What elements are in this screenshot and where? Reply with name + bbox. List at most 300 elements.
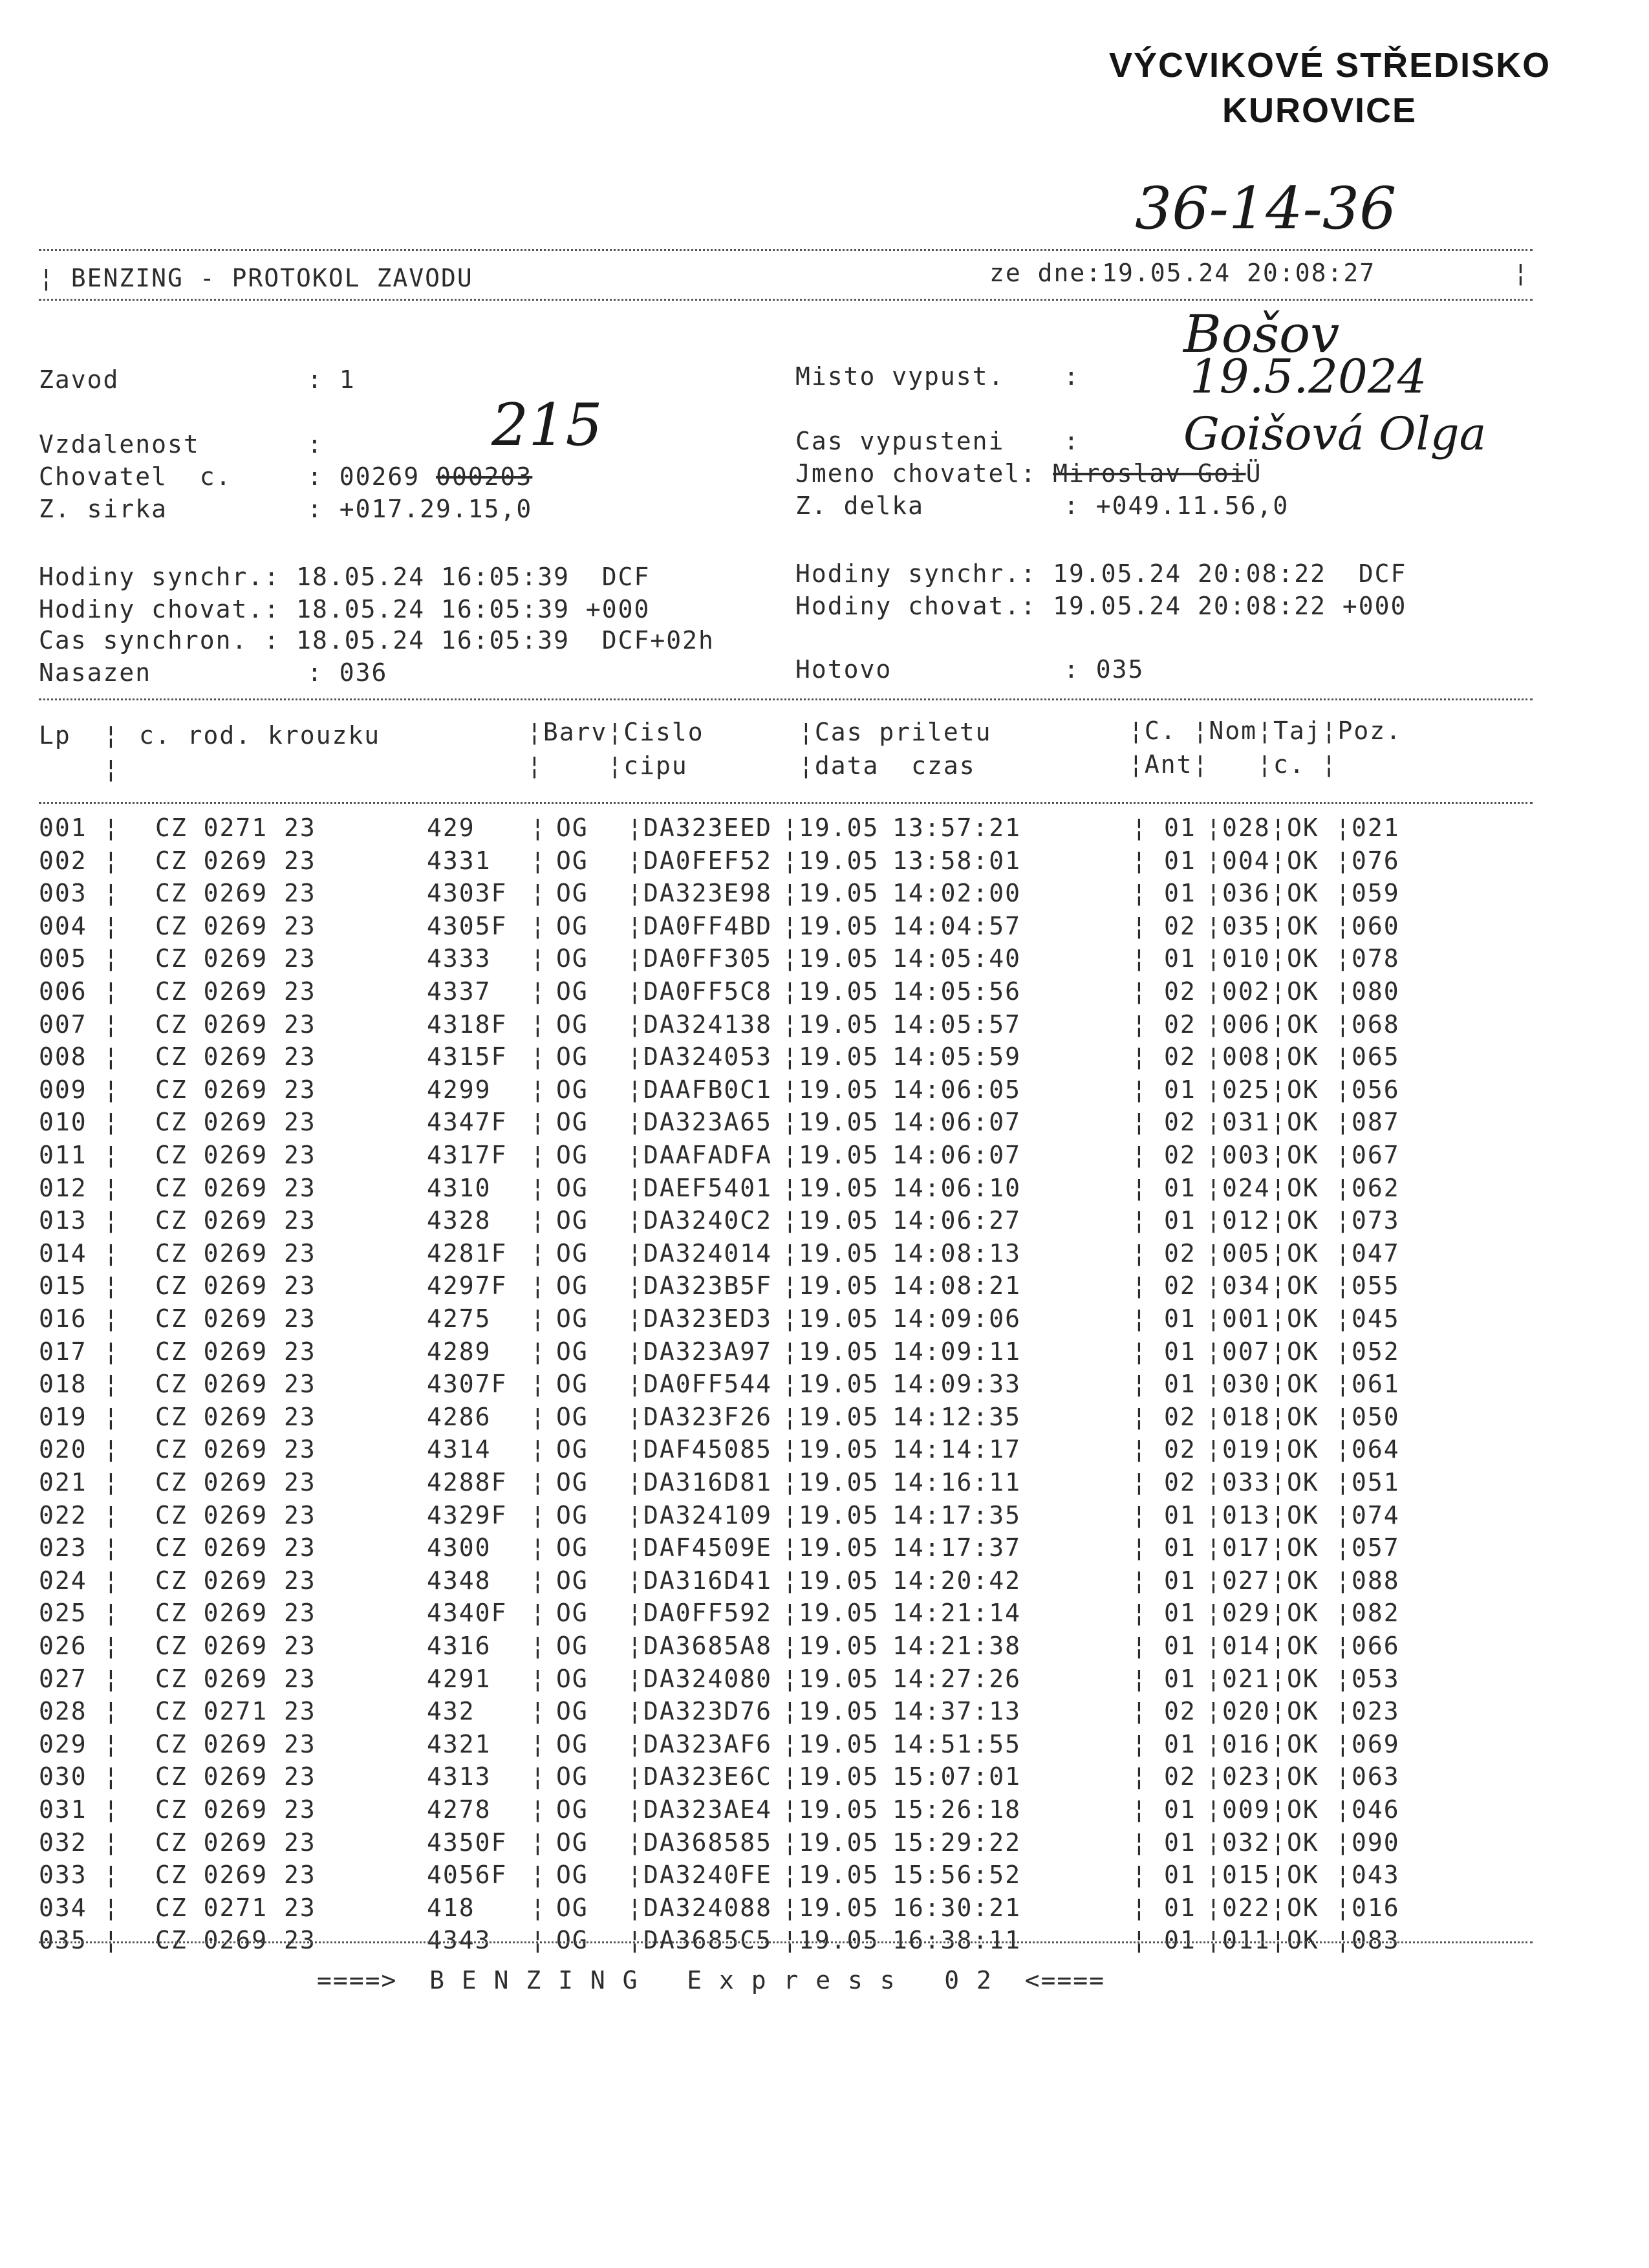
- cell-nom: 012: [1222, 1206, 1271, 1235]
- cell-time: 14:04:57: [892, 911, 1022, 940]
- cell-sep: ¦: [627, 814, 643, 842]
- cell-chip: DAAFB0C1: [643, 1075, 773, 1104]
- cell-sep: ¦: [782, 1206, 799, 1235]
- cell-sep: ¦: [627, 1533, 643, 1562]
- cell-ant: 01: [1164, 1370, 1196, 1399]
- cell-nom: 006: [1222, 1010, 1271, 1039]
- cell-sep: ¦: [782, 1337, 799, 1366]
- cell-sep: ¦: [1271, 1271, 1287, 1301]
- cell-ring-number: 4056F: [427, 1861, 508, 1890]
- cell-time: 14:05:59: [892, 1042, 1022, 1072]
- cell-sep: ¦: [782, 1468, 799, 1496]
- cell-sep: ¦: [530, 1566, 546, 1595]
- cell-color: OG: [556, 1402, 588, 1431]
- cell-ok: OK: [1287, 1141, 1319, 1169]
- cell-ant: 01: [1164, 846, 1196, 875]
- cell-nom: 036: [1222, 879, 1271, 908]
- cell-sep: ¦: [1335, 1599, 1352, 1628]
- cell-lp: 033: [39, 1861, 87, 1890]
- cell-sep: ¦: [1335, 1468, 1352, 1496]
- cell-ring: CZ 0269 23: [155, 1795, 316, 1824]
- cell-date: 19.05: [799, 1075, 879, 1104]
- col-time-2: data czas: [814, 751, 976, 780]
- cell-sep: ¦: [782, 1729, 799, 1758]
- cell-sep: ¦: [1335, 1893, 1352, 1922]
- cell-lp: 034: [39, 1893, 87, 1922]
- cell-color: OG: [556, 1337, 588, 1366]
- hodiny-synchr-right: Hodiny synchr.: 19.05.24 20:08:22 DCF: [795, 559, 1407, 588]
- cell-sep: ¦: [1132, 1402, 1148, 1431]
- cell-sep: ¦: [1206, 1762, 1222, 1791]
- cell-sep: ¦: [1271, 1435, 1287, 1464]
- cell-sep: ¦: [1271, 1500, 1287, 1529]
- cell-ant: 01: [1164, 1566, 1196, 1595]
- cell-sep: ¦: [1271, 814, 1287, 842]
- cell-sep: ¦: [627, 1500, 643, 1529]
- cell-nom: 010: [1222, 944, 1271, 973]
- cell-sep: ¦: [103, 1108, 120, 1137]
- cell-sep: ¦: [1132, 1173, 1148, 1202]
- jmeno-suffix: Ü: [1245, 459, 1262, 488]
- cell-time: 14:09:06: [892, 1304, 1022, 1333]
- cell-chip: DA0FEF52: [643, 846, 773, 875]
- cell-chip: DA0FF592: [643, 1599, 773, 1628]
- cell-color: OG: [556, 911, 588, 940]
- cell-sep: ¦: [627, 1926, 643, 1955]
- cell-sep: ¦: [1271, 846, 1287, 875]
- cell-sep: ¦: [1271, 1566, 1287, 1595]
- cell-sep: ¦: [782, 1926, 799, 1955]
- cell-sep: ¦: [1132, 1108, 1148, 1137]
- cell-date: 19.05: [799, 1042, 879, 1072]
- cell-sep: ¦: [1132, 1304, 1148, 1333]
- cell-color: OG: [556, 1828, 588, 1857]
- cell-sep: ¦: [1132, 1435, 1148, 1464]
- handwritten-distance: 215: [491, 391, 603, 459]
- cell-chip: DAEF5401: [643, 1173, 773, 1202]
- cell-lp: 009: [39, 1075, 87, 1104]
- cell-color: OG: [556, 1108, 588, 1137]
- cell-sep: ¦: [103, 879, 120, 908]
- cell-time: 14:14:17: [892, 1435, 1022, 1464]
- hotovo-value: : 035: [1064, 655, 1145, 684]
- col-chip-1: Cislo: [623, 718, 704, 746]
- cell-chip: DA316D41: [643, 1566, 773, 1595]
- hodiny-synchr-left: Hodiny synchr.: 18.05.24 16:05:39 DCF: [39, 563, 651, 591]
- cell-sep: ¦: [627, 1075, 643, 1104]
- cell-nom: 008: [1222, 1042, 1271, 1072]
- cell-sep: ¦: [103, 1238, 120, 1268]
- cell-nom: 013: [1222, 1500, 1271, 1529]
- cell-poz: 062: [1352, 1173, 1400, 1202]
- cell-poz: 050: [1352, 1402, 1400, 1431]
- cell-poz: 073: [1352, 1206, 1400, 1235]
- cell-ant: 01: [1164, 1500, 1196, 1529]
- cell-sep: ¦: [1206, 1370, 1222, 1399]
- sirka-number: +017.29.15,0: [339, 495, 533, 523]
- cell-time: 14:09:11: [892, 1337, 1022, 1366]
- cell-sep: ¦: [782, 1141, 799, 1169]
- cell-poz: 046: [1352, 1795, 1400, 1824]
- hc-value-right: 19.05.24 20:08:22 +000: [1053, 592, 1407, 620]
- cell-lp: 028: [39, 1697, 87, 1726]
- cell-time: 14:16:11: [892, 1468, 1022, 1496]
- cell-sep: ¦: [1335, 1337, 1352, 1366]
- cell-date: 19.05: [799, 1533, 879, 1562]
- cell-ant: 02: [1164, 1697, 1196, 1726]
- cell-ok: OK: [1287, 846, 1319, 875]
- cell-ring: CZ 0269 23: [155, 1402, 316, 1431]
- cell-sep: ¦: [1206, 1599, 1222, 1628]
- col-time: ¦Cas priletu: [799, 718, 992, 746]
- cas-vypusteni-label: Cas vypusteni: [795, 427, 1005, 455]
- cell-ring-number: 4348: [427, 1566, 491, 1595]
- cell-chip: DAF4509E: [643, 1533, 773, 1562]
- cell-sep: ¦: [530, 1206, 546, 1235]
- cell-lp: 014: [39, 1238, 87, 1268]
- cell-sep: ¦: [1132, 1206, 1148, 1235]
- cell-ant: 02: [1164, 1402, 1196, 1431]
- cell-color: OG: [556, 1566, 588, 1595]
- cell-ant: 02: [1164, 1042, 1196, 1072]
- col-ring: c. rod. krouzku: [139, 721, 381, 750]
- cell-date: 19.05: [799, 1500, 879, 1529]
- col-nom: Nom: [1209, 717, 1258, 745]
- cell-ring-number: 4347F: [427, 1108, 508, 1137]
- cell-sep: ¦: [1335, 1664, 1352, 1693]
- cell-chip: DA323AE4: [643, 1795, 773, 1824]
- cell-ok: OK: [1287, 1304, 1319, 1333]
- cell-ring: CZ 0271 23: [155, 1893, 316, 1922]
- cell-sep: ¦: [782, 1402, 799, 1431]
- cell-ok: OK: [1287, 1566, 1319, 1595]
- cell-sep: ¦: [1335, 911, 1352, 940]
- cell-ring: CZ 0269 23: [155, 1664, 316, 1693]
- cell-ring-number: 4307F: [427, 1370, 508, 1399]
- stamp-subtitle: KUROVICE: [1222, 91, 1417, 130]
- cell-chip: DA324138: [643, 1010, 773, 1039]
- cell-sep: ¦: [1206, 1173, 1222, 1202]
- cell-sep: ¦: [782, 1893, 799, 1922]
- cell-nom: 018: [1222, 1402, 1271, 1431]
- cell-lp: 007: [39, 1010, 87, 1039]
- cell-lp: 006: [39, 977, 87, 1006]
- cell-ok: OK: [1287, 1402, 1319, 1431]
- cell-lp: 020: [39, 1435, 87, 1464]
- col-time-row2: ¦data czas: [799, 751, 976, 780]
- cell-nom: 009: [1222, 1795, 1271, 1824]
- cell-ant: 02: [1164, 911, 1196, 940]
- cell-date: 19.05: [799, 814, 879, 842]
- cell-ring-number: 4314: [427, 1435, 491, 1464]
- cell-color: OG: [556, 1533, 588, 1562]
- hodiny-chovat-left: Hodiny chovat.: 18.05.24 16:05:39 +000: [39, 595, 651, 623]
- col-color-text: Barv: [543, 718, 608, 746]
- cell-ring-number: 418: [427, 1893, 475, 1922]
- cell-date: 19.05: [799, 1861, 879, 1890]
- sirka-label: Z. sirka: [39, 495, 168, 523]
- cell-sep: ¦: [782, 1173, 799, 1202]
- cell-color: OG: [556, 846, 588, 875]
- cell-sep: ¦: [1206, 1141, 1222, 1169]
- cell-ring: CZ 0269 23: [155, 1010, 316, 1039]
- cell-sep: ¦: [530, 1861, 546, 1890]
- sirka-value: : +017.29.15,0: [307, 495, 533, 523]
- cell-chip: DA323D76: [643, 1697, 773, 1726]
- cell-sep: ¦: [530, 1893, 546, 1922]
- cell-lp: 013: [39, 1206, 87, 1235]
- cell-chip: DA324088: [643, 1893, 773, 1922]
- cell-ring: CZ 0269 23: [155, 1566, 316, 1595]
- cell-date: 19.05: [799, 1926, 879, 1955]
- handwritten-name: Goišová Olga: [1183, 407, 1487, 460]
- cell-date: 19.05: [799, 977, 879, 1006]
- cell-lp: 021: [39, 1468, 87, 1496]
- cell-sep: ¦: [1335, 1173, 1352, 1202]
- cell-ring: CZ 0269 23: [155, 1075, 316, 1104]
- cell-sep: ¦: [627, 1304, 643, 1333]
- cell-lp: 016: [39, 1304, 87, 1333]
- cell-nom: 020: [1222, 1697, 1271, 1726]
- cell-date: 19.05: [799, 1566, 879, 1595]
- cell-date: 19.05: [799, 911, 879, 940]
- cell-lp: 030: [39, 1762, 87, 1791]
- cell-nom: 031: [1222, 1108, 1271, 1137]
- cell-date: 19.05: [799, 1468, 879, 1496]
- cell-sep: ¦: [782, 879, 799, 908]
- cell-sep: ¦: [1206, 1566, 1222, 1595]
- cell-ring-number: 4313: [427, 1762, 491, 1791]
- cell-color: OG: [556, 1435, 588, 1464]
- cell-nom: 001: [1222, 1304, 1271, 1333]
- cell-sep: ¦: [782, 1108, 799, 1137]
- cell-poz: 056: [1352, 1075, 1400, 1104]
- cell-sep: ¦: [1206, 1304, 1222, 1333]
- cell-sep: ¦: [1206, 977, 1222, 1006]
- cell-sep: ¦: [782, 1271, 799, 1301]
- hs-label-left: Hodiny synchr.: [39, 563, 264, 591]
- cell-poz: 068: [1352, 1010, 1400, 1039]
- cell-ring-number: 4329F: [427, 1500, 508, 1529]
- cell-date: 19.05: [799, 1141, 879, 1169]
- cell-ant: 01: [1164, 1599, 1196, 1628]
- cell-ring: CZ 0269 23: [155, 1337, 316, 1366]
- cell-chip: DA3240FE: [643, 1861, 773, 1890]
- cell-poz: 021: [1352, 814, 1400, 842]
- cell-ok: OK: [1287, 1435, 1319, 1464]
- cell-sep: ¦: [1206, 1042, 1222, 1072]
- cell-date: 19.05: [799, 1238, 879, 1268]
- cell-chip: DA0FF544: [643, 1370, 773, 1399]
- cell-poz: 088: [1352, 1566, 1400, 1595]
- cell-sep: ¦: [782, 1075, 799, 1104]
- cell-time: 14:21:14: [892, 1599, 1022, 1628]
- cell-nom: 030: [1222, 1370, 1271, 1399]
- cell-sep: ¦: [103, 1861, 120, 1890]
- cell-sep: ¦: [1335, 1795, 1352, 1824]
- cell-sep: ¦: [782, 1599, 799, 1628]
- cell-sep: ¦: [1206, 1632, 1222, 1660]
- cell-sep: ¦: [782, 1697, 799, 1726]
- cell-sep: ¦: [1335, 1304, 1352, 1333]
- cell-nom: 033: [1222, 1468, 1271, 1496]
- cell-sep: ¦: [782, 846, 799, 875]
- cell-lp: 025: [39, 1599, 87, 1628]
- cell-color: OG: [556, 1861, 588, 1890]
- cell-poz: 059: [1352, 879, 1400, 908]
- cell-sep: ¦: [782, 1828, 799, 1857]
- cell-ring: CZ 0269 23: [155, 977, 316, 1006]
- cell-sep: ¦: [1271, 1729, 1287, 1758]
- cell-sep: ¦: [530, 1533, 546, 1562]
- cell-sep: ¦: [1335, 1697, 1352, 1726]
- cell-sep: ¦: [1132, 1566, 1148, 1595]
- cell-nom: 014: [1222, 1632, 1271, 1660]
- cell-poz: 066: [1352, 1632, 1400, 1660]
- cell-sep: ¦: [1206, 1402, 1222, 1431]
- cell-sep: ¦: [1335, 1271, 1352, 1301]
- cell-sep: ¦: [1206, 1861, 1222, 1890]
- cell-date: 19.05: [799, 1664, 879, 1693]
- cell-sep: ¦: [1335, 1533, 1352, 1562]
- delka-number: +049.11.56,0: [1095, 491, 1289, 520]
- cell-sep: ¦: [1335, 1762, 1352, 1791]
- hotovo-label: Hotovo: [795, 655, 892, 684]
- hc-value-left: 18.05.24 16:05:39 +000: [296, 595, 651, 623]
- cell-ok: OK: [1287, 977, 1319, 1006]
- cell-sep: ¦: [103, 1304, 120, 1333]
- cell-ring: CZ 0269 23: [155, 1632, 316, 1660]
- cell-sep: ¦: [1206, 911, 1222, 940]
- cell-sep: ¦: [627, 879, 643, 908]
- cell-chip: DA323A97: [643, 1337, 773, 1366]
- cell-color: OG: [556, 1042, 588, 1072]
- cell-sep: ¦: [530, 1664, 546, 1693]
- cell-color: OG: [556, 1304, 588, 1333]
- cell-sep: ¦: [1335, 846, 1352, 875]
- cell-sep: ¦: [627, 1010, 643, 1039]
- cell-ring: CZ 0269 23: [155, 1435, 316, 1464]
- cell-sep: ¦: [627, 1632, 643, 1660]
- cell-ring-number: 4299: [427, 1075, 491, 1104]
- cell-color: OG: [556, 1599, 588, 1628]
- cell-time: 14:06:10: [892, 1173, 1022, 1202]
- chovatel-label: Chovatel c.: [39, 462, 232, 491]
- cell-sep: ¦: [1206, 1238, 1222, 1268]
- cell-sep: ¦: [1271, 1468, 1287, 1496]
- col-color: ¦Barv¦Cislo: [527, 718, 704, 746]
- col-taj-1: Taj: [1273, 717, 1322, 745]
- cell-sep: ¦: [627, 1697, 643, 1726]
- cell-sep: ¦: [103, 1468, 120, 1496]
- cell-ok: OK: [1287, 1729, 1319, 1758]
- cell-sep: ¦: [103, 911, 120, 940]
- cell-chip: DA323E98: [643, 879, 773, 908]
- cell-chip: DA3240C2: [643, 1206, 773, 1235]
- cell-sep: ¦: [1206, 1664, 1222, 1693]
- cell-nom: 025: [1222, 1075, 1271, 1104]
- col-taj-2: c.: [1273, 750, 1306, 779]
- cell-sep: ¦: [1132, 1795, 1148, 1824]
- cell-color: OG: [556, 1370, 588, 1399]
- cell-ant: 01: [1164, 1664, 1196, 1693]
- cell-color: OG: [556, 1271, 588, 1301]
- cell-time: 14:05:56: [892, 977, 1022, 1006]
- cell-time: 14:21:38: [892, 1632, 1022, 1660]
- cell-sep: ¦: [1335, 1010, 1352, 1039]
- cell-ok: OK: [1287, 814, 1319, 842]
- cell-poz: 090: [1352, 1828, 1400, 1857]
- cell-ant: 01: [1164, 1632, 1196, 1660]
- cell-sep: ¦: [1206, 1108, 1222, 1137]
- cell-sep: ¦: [1271, 1926, 1287, 1955]
- cell-ring-number: 4305F: [427, 911, 508, 940]
- cell-date: 19.05: [799, 1893, 879, 1922]
- cell-sep: ¦: [530, 1337, 546, 1366]
- cell-sep: ¦: [1335, 1370, 1352, 1399]
- cell-sep: ¦: [627, 1828, 643, 1857]
- cell-color: OG: [556, 1141, 588, 1169]
- cell-ring: CZ 0269 23: [155, 1729, 316, 1758]
- cell-ring-number: 4286: [427, 1402, 491, 1431]
- col-color-2: ¦ ¦cipu: [527, 751, 688, 780]
- cell-sep: ¦: [782, 1238, 799, 1268]
- cell-sep: ¦: [1271, 1664, 1287, 1693]
- cell-ring-number: 4315F: [427, 1042, 508, 1072]
- cell-sep: ¦: [103, 1533, 120, 1562]
- cell-sep: ¦: [1132, 911, 1148, 940]
- cell-poz: 078: [1352, 944, 1400, 973]
- cell-lp: 004: [39, 911, 87, 940]
- jmeno-label-text: Jmeno chovatel: [795, 459, 1021, 488]
- cell-time: 16:38:11: [892, 1926, 1022, 1955]
- cell-lp: 031: [39, 1795, 87, 1824]
- cell-sep: ¦: [103, 977, 120, 1006]
- cell-ring-number: 4275: [427, 1304, 491, 1333]
- cell-sep: ¦: [103, 1697, 120, 1726]
- cell-nom: 024: [1222, 1173, 1271, 1202]
- cell-ring: CZ 0269 23: [155, 1108, 316, 1137]
- cell-nom: 004: [1222, 846, 1271, 875]
- cell-time: 13:58:01: [892, 846, 1022, 875]
- hs-label-right: Hodiny synchr.: [795, 559, 1021, 588]
- cell-time: 14:37:13: [892, 1697, 1022, 1726]
- cell-ring: CZ 0269 23: [155, 944, 316, 973]
- cell-color: OG: [556, 1173, 588, 1202]
- cell-ring-number: 4300: [427, 1533, 491, 1562]
- cell-sep: ¦: [1206, 1337, 1222, 1366]
- cas-synchron: [39, 626, 715, 654]
- cell-date: 19.05: [799, 1795, 879, 1824]
- cell-lp: 029: [39, 1729, 87, 1758]
- handwritten-date: 19.5.2024: [1190, 349, 1427, 404]
- cell-time: 15:56:52: [892, 1861, 1022, 1890]
- cell-ring: CZ 0269 23: [155, 911, 316, 940]
- cell-ring-number: 4350F: [427, 1828, 508, 1857]
- cell-sep: ¦: [103, 1762, 120, 1791]
- cell-sep: ¦: [1335, 1108, 1352, 1137]
- cell-lp: 010: [39, 1108, 87, 1137]
- cell-sep: ¦: [1271, 1042, 1287, 1072]
- cell-sep: ¦: [530, 1795, 546, 1824]
- cell-ring: CZ 0269 23: [155, 879, 316, 908]
- cell-sep: ¦: [1271, 1533, 1287, 1562]
- cell-lp: 035: [39, 1926, 87, 1955]
- cell-color: OG: [556, 1238, 588, 1268]
- cell-sep: ¦: [103, 1566, 120, 1595]
- cell-ok: OK: [1287, 1370, 1319, 1399]
- cell-sep: ¦: [530, 1402, 546, 1431]
